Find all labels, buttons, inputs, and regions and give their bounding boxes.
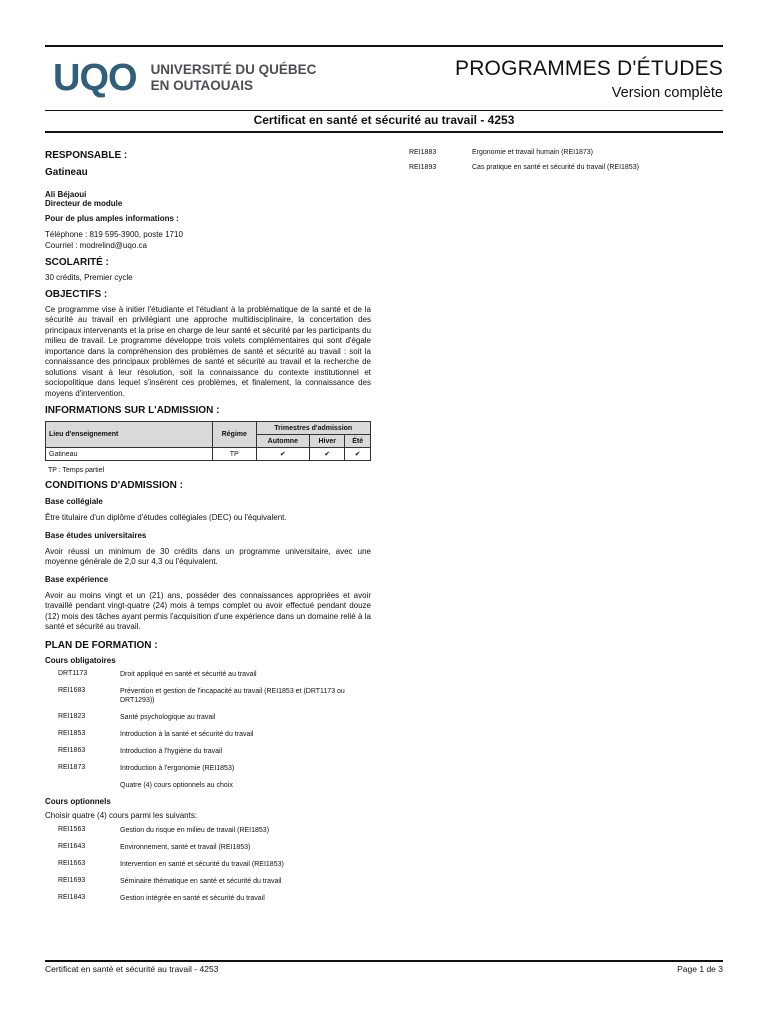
- footer-page-number: Page 1 de 3: [677, 964, 723, 974]
- course-title: Intervention en santé et sécurité du travail (REI1853): [120, 861, 284, 868]
- course-row: [45, 894, 371, 911]
- scolarite-heading: SCOLARITÉ :: [45, 257, 109, 268]
- course-code: DRT1173: [58, 669, 88, 677]
- logo-mark: UQO: [53, 57, 137, 99]
- document-title: Certificat en santé et sécurité au travail - 4253: [253, 113, 515, 127]
- scolarite-text: 30 crédits, Premier cycle: [45, 273, 133, 282]
- right-column: [409, 149, 723, 179]
- course-row: [45, 877, 371, 894]
- course-row: [45, 687, 371, 713]
- col-header-ete: Été: [345, 435, 371, 448]
- plan-heading: PLAN DE FORMATION :: [45, 639, 158, 651]
- course-code: REI1863: [58, 746, 86, 754]
- course-title: Ergonomie et travail humain (REI1873): [472, 149, 594, 156]
- course-code: REI1683: [58, 686, 86, 694]
- col-header-automne: Automne: [256, 435, 310, 448]
- course-title: Santé psychologique au travail: [120, 713, 216, 721]
- optional-courses-continued: [409, 149, 723, 179]
- col-header-trimestres: Trimestres d'admission: [256, 422, 370, 435]
- course-title: Introduction à l'ergonomie (REI1853): [120, 764, 235, 772]
- course-code: REI1643: [58, 843, 86, 850]
- base-universitaire-text: Avoir réussi un minimum de 30 crédits dans un programme universitaire, avec une moyenne générale de 2,0 sur 4,3 ou l'équivalent.: [45, 546, 371, 566]
- course-title: Quatre (4) cours optionnels au choix: [120, 781, 233, 789]
- objectifs-text: Ce programme vise à initier l'étudiante et l'étudiant à la problématique de la santé et de la sécurité au travail en privilégiant une approche multidisciplinaire, la concertation des principaux intervenants et la prise en charge de leur santé et sécurité par les participants du milieu de travail. Le programme développe trois volets complémentaires qui sont d'égale importance dans la compréhension des problèmes de santé et sécurité au travail : soit la connaissance des principaux problèmes de santé et sécurité au travail et la recherche de solutions visant à leur résolution, soit la connaissance du contexte institutionnel et sociopolitique dans lequel s'insèrent ces problèmes, et finalement, la connaissance des moyens d'intervention.: [45, 304, 371, 398]
- course-code: REI1883: [409, 149, 437, 156]
- base-experience-title: Base expérience: [45, 574, 109, 584]
- header-subtitle: Version complète: [611, 85, 723, 101]
- course-code: REI1843: [58, 894, 86, 901]
- course-row: [409, 164, 723, 179]
- cell-regime: TP: [213, 448, 257, 461]
- course-title: Cas pratique en santé et sécurité du travail (REI1853): [472, 164, 639, 171]
- course-row: [45, 826, 371, 843]
- col-header-lieu: Lieu d'enseignement: [46, 422, 213, 448]
- course-code: REI1853: [58, 729, 86, 737]
- admission-info-heading: INFORMATIONS SUR L'ADMISSION :: [45, 405, 220, 416]
- course-title: Introduction à l'hygiène du travail: [120, 747, 223, 755]
- phone-text: Téléphone : 819 595-3900, poste 1710: [45, 230, 183, 239]
- course-code: REI1893: [409, 164, 437, 171]
- course-code: REI1693: [58, 877, 86, 884]
- top-rule: [45, 45, 723, 47]
- col-header-hiver: Hiver: [310, 435, 345, 448]
- admission-table: [45, 421, 371, 461]
- course-title: Gestion intégrée en santé et sécurité du travail: [120, 895, 265, 902]
- responsable-name: Ali Béjaoui: [45, 190, 87, 199]
- course-row: [45, 713, 371, 730]
- footer-doc-title: Certificat en santé et sécurité au travail - 4253: [45, 964, 219, 974]
- responsable-role: Directeur de module: [45, 199, 123, 208]
- header-title: PROGRAMMES D'ÉTUDES: [454, 57, 723, 80]
- logo-line-2: EN OUTAOUAIS: [150, 78, 254, 93]
- course-code: REI1563: [58, 826, 86, 833]
- course-code: REI1823: [58, 712, 86, 720]
- course-row: [45, 670, 371, 687]
- course-title: Introduction à la santé et sécurité du travail: [120, 730, 254, 738]
- check-icon: ✔: [310, 448, 345, 461]
- col-header-regime: Régime: [213, 422, 257, 448]
- logo-line-1: UNIVERSITÉ DU QUÉBEC: [150, 62, 317, 77]
- course-row: [45, 843, 371, 860]
- optional-courses-list: [45, 826, 371, 911]
- email-text: Courriel : modrelind@uqo.ca: [45, 240, 147, 250]
- course-code: REI1873: [58, 763, 86, 771]
- table-row: [46, 448, 371, 461]
- course-code: REI1663: [58, 860, 86, 867]
- regime-note: TP : Temps partiel: [48, 467, 105, 474]
- course-title: Environnement, santé et travail (REI1853): [120, 844, 251, 851]
- base-collegiale-text: Être titulaire d'un diplôme d'études collégiales (DEC) ou l'équivalent.: [45, 513, 287, 522]
- responsable-heading: RESPONSABLE :: [45, 150, 128, 161]
- logo-wordmark: [151, 62, 317, 94]
- course-title: Prévention et gestion de l'incapacité au travail (REI1853 et (DRT1173 ou DRT1293)): [120, 687, 345, 704]
- cell-lieu: Gatineau: [46, 448, 213, 461]
- responsable-campus: Gatineau: [45, 167, 88, 178]
- course-row: [45, 747, 371, 764]
- course-row: [409, 149, 723, 164]
- course-title: Gestion du risque en milieu de travail (REI1853): [120, 827, 270, 834]
- objectifs-heading: OBJECTIFS :: [45, 288, 108, 300]
- optional-intro: Choisir quatre (4) cours parmi les suivants:: [45, 810, 198, 820]
- document-page: [45, 0, 723, 1024]
- course-row: [45, 781, 371, 798]
- cours-obligatoires-title: Cours obligatoires: [45, 655, 116, 665]
- course-title: Droit appliqué en santé et sécurité au travail: [120, 670, 257, 678]
- more-info-label: Pour de plus amples informations :: [45, 214, 179, 223]
- base-universitaire-title: Base études universitaires: [45, 530, 147, 540]
- check-icon: ✔: [256, 448, 310, 461]
- title-rule-top: [45, 110, 723, 111]
- base-collegiale-title: Base collégiale: [45, 497, 103, 506]
- cours-optionnels-title: Cours optionnels: [45, 796, 111, 806]
- uqo-logo: [53, 58, 316, 98]
- title-rule-bottom: [45, 131, 723, 133]
- course-title: Séminaire thématique en santé et sécurité du travail: [120, 878, 282, 885]
- footer-rule: [45, 960, 723, 962]
- check-icon: ✔: [345, 448, 371, 461]
- base-experience-text: Avoir au moins vingt et un (21) ans, posséder des connaissances appropriées et avoir travaillé pendant vingt-quatre (24) mois à temps complet ou avoir effectué pendant douze (12) mois des tâches ayant permis l'acquisition d'une expérience dans un domaine relié à la santé et sécurité au travail.: [45, 590, 371, 631]
- left-column: [45, 150, 371, 911]
- course-row: [45, 764, 371, 781]
- conditions-heading: CONDITIONS D'ADMISSION :: [45, 480, 183, 491]
- course-row: [45, 860, 371, 877]
- course-row: [45, 730, 371, 747]
- mandatory-courses-list: [45, 670, 371, 798]
